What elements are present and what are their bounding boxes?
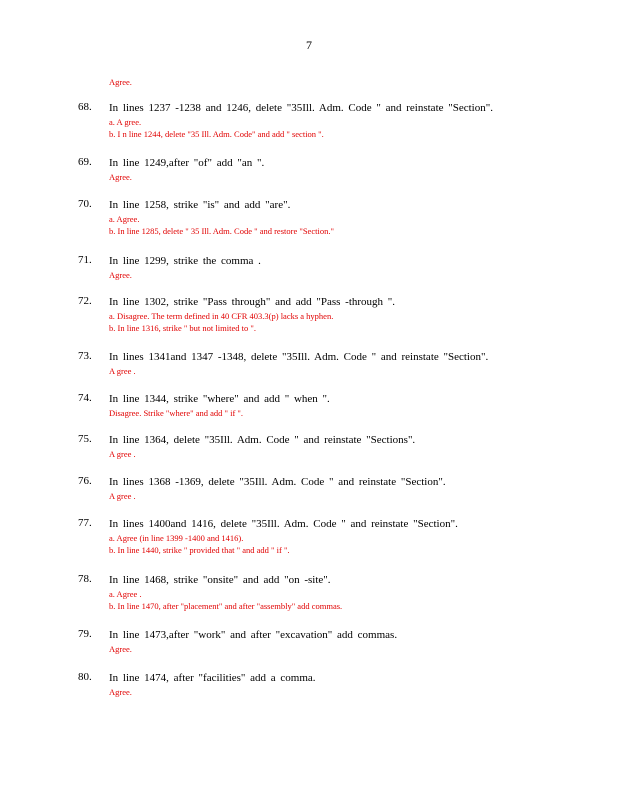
- item-response: b. In line 1440, strike " provided that " and add " if ".: [109, 545, 290, 555]
- item-number: 70.: [78, 198, 92, 210]
- lead-response: Agree.: [109, 77, 132, 87]
- item-response: a. Agree .: [109, 589, 142, 599]
- item-response: b. In line 1470, after "placement" and after "assembly" add commas.: [109, 601, 343, 611]
- item-response: Agree.: [109, 270, 132, 280]
- item-text: In lines 1400and 1416, delete "35Ill. Adm. Code " and reinstate "Section".: [109, 518, 458, 530]
- item-number: 79.: [78, 628, 92, 640]
- page-number: 7: [306, 38, 312, 52]
- item-response: a. Disagree. The term defined in 40 CFR 403.3(p) lacks a hyphen.: [109, 311, 334, 321]
- item-number: 78.: [78, 573, 92, 585]
- item-number: 76.: [78, 475, 92, 487]
- item-number: 75.: [78, 433, 92, 445]
- item-text: In line 1249,after "of" add "an ".: [109, 157, 265, 169]
- item-number: 73.: [78, 350, 92, 362]
- item-text: In line 1258, strike "is" and add "are".: [109, 199, 291, 211]
- item-response: b. In line 1316, strike " but not limited to ".: [109, 323, 256, 333]
- item-number: 69.: [78, 156, 92, 168]
- item-number: 77.: [78, 517, 92, 529]
- item-response: Agree.: [109, 644, 132, 654]
- item-text: In line 1473,after "work" and after "excavation" add commas.: [109, 629, 398, 641]
- item-text: In lines 1237 -1238 and 1246, delete "35Ill. Adm. Code " and reinstate "Section".: [109, 102, 493, 114]
- item-response: a. Agree (in line 1399 -1400 and 1416).: [109, 533, 244, 543]
- item-response: A gree .: [109, 366, 136, 376]
- item-text: In line 1299, strike the comma .: [109, 255, 261, 267]
- item-text: In lines 1368 -1369, delete "35Ill. Adm. Code " and reinstate "Section".: [109, 476, 446, 488]
- item-response: Agree.: [109, 687, 132, 697]
- item-text: In line 1302, strike "Pass through" and add "Pass -through ".: [109, 296, 396, 308]
- item-response: b. I n line 1244, delete "35 Ill. Adm. Code" and add " section ".: [109, 129, 324, 139]
- item-number: 80.: [78, 671, 92, 683]
- item-text: In line 1474, after "facilities" add a comma.: [109, 672, 316, 684]
- item-text: In lines 1341and 1347 -1348, delete "35Ill. Adm. Code " and reinstate "Section".: [109, 351, 489, 363]
- item-response: b. In line 1285, delete " 35 Ill. Adm. Code " and restore "Section.": [109, 226, 334, 236]
- item-response: A gree .: [109, 449, 136, 459]
- item-text: In line 1468, strike "onsite" and add "on -site".: [109, 574, 331, 586]
- item-response: a. A gree.: [109, 117, 142, 127]
- item-number: 74.: [78, 392, 92, 404]
- item-response: Disagree. Strike "where" and add " if ".: [109, 408, 244, 418]
- item-text: In line 1364, delete "35Ill. Adm. Code " and reinstate "Sections".: [109, 434, 416, 446]
- item-text: In line 1344, strike "where" and add " when ".: [109, 393, 330, 405]
- item-response: A gree .: [109, 491, 136, 501]
- item-response: a. Agree.: [109, 214, 140, 224]
- item-number: 68.: [78, 101, 92, 113]
- item-response: Agree.: [109, 172, 132, 182]
- item-number: 71.: [78, 254, 92, 266]
- item-number: 72.: [78, 295, 92, 307]
